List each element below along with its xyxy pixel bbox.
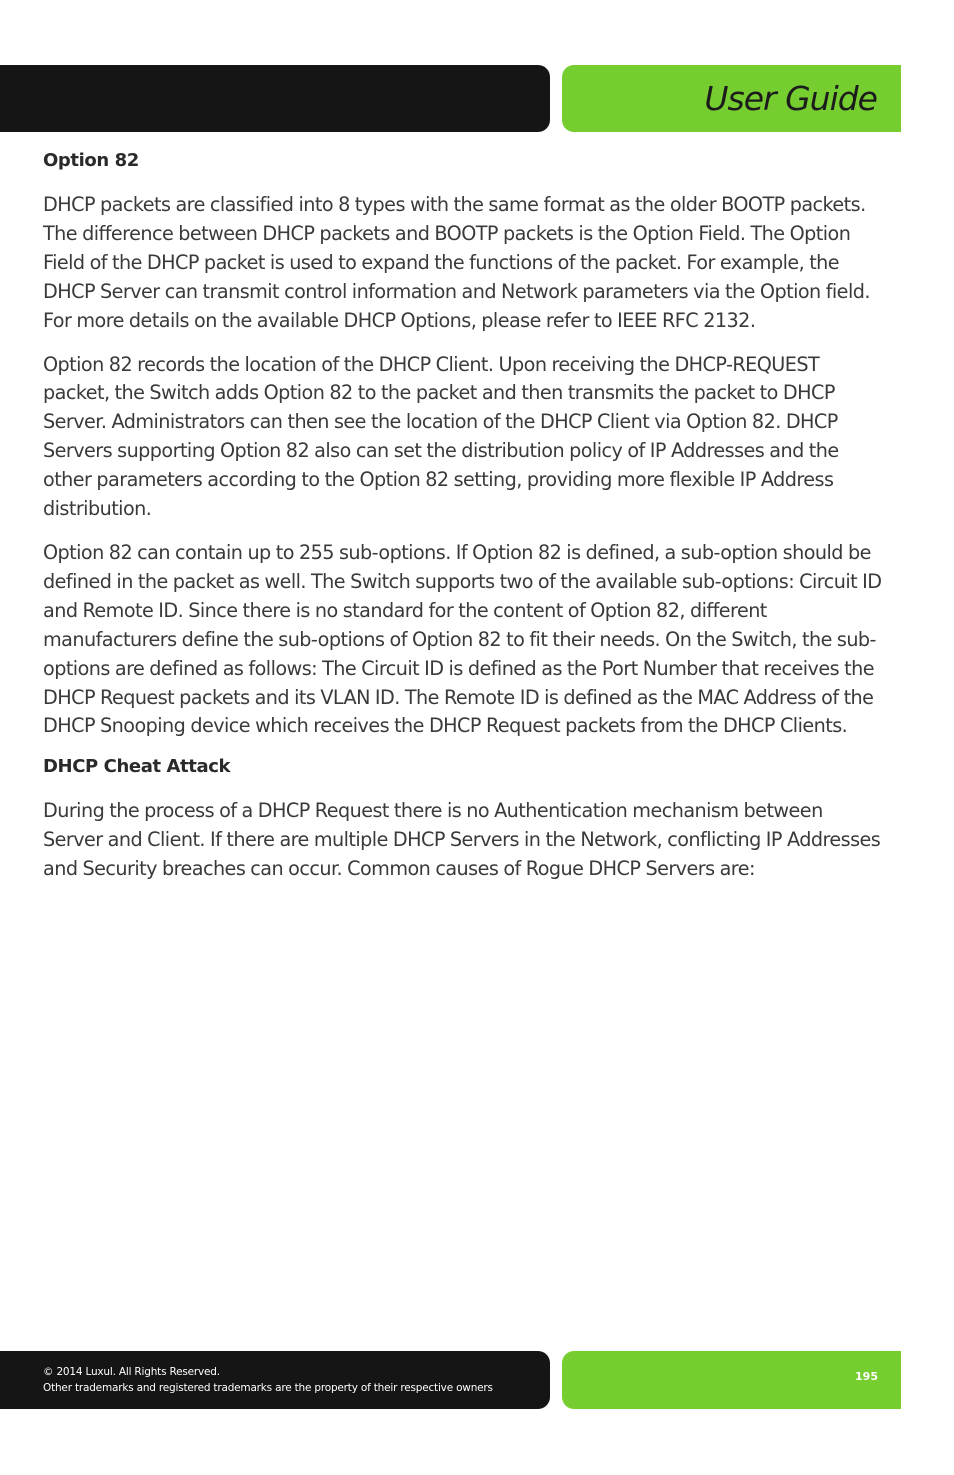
section-heading-option-82: Option 82 bbox=[43, 150, 139, 171]
paragraph: Option 82 can contain up to 255 sub-options. If Option 82 is defined, a sub-option should be defined in the packet as well. The Switch supports two of the available sub-options: Circuit ID and Remote ID. Since there is no standard for the content of Option 82, different manufacturers define the sub-options of Option 82 to fit their needs. On the Switch, the sub-options are defined as follows: The Circuit ID is defined as the Port Number that receives the DHCP Request packets and its VLAN ID. The Remote ID is defined as the MAC Address of the DHCP Snooping device which receives the DHCP Request packets from the DHCP Clients. bbox=[43, 540, 882, 738]
paragraph: Option 82 records the location of the DHCP Client. Upon receiving the DHCP-REQUEST packet, the Switch adds Option 82 to the packet and then transmits the packet to DHCP Server. Administrators can then see the location of the DHCP Client via Option 82. DHCP Servers supporting Option 82 also can set the distribution policy of IP Addresses and the other parameters according to the Option 82 setting, providing more flexible IP Address distribution. bbox=[43, 352, 839, 521]
paragraph: DHCP packets are classified into 8 types with the same format as the older BOOTP packets. The difference between DHCP packets and BOOTP packets is the Option Field. The Option Field of the DHCP packet is used to expand the functions of the packet. For example, the DHCP Server can transmit control information and Network parameters via the Option field. For more details on the available DHCP Options, please refer to IEEE RFC 2132. bbox=[43, 193, 870, 332]
footer-legal bbox=[43, 1364, 493, 1396]
header-green-bar bbox=[562, 65, 901, 132]
paragraph: During the process of a DHCP Request there is no Authentication mechanism between Server and Client. If there are multiple DHCP Servers in the Network, conflicting IP Addresses and Security breaches can occur. Common causes of Rogue DHCP Servers are: bbox=[43, 799, 881, 881]
trademark-notice: Other trademarks and registered trademarks are the property of their respective owners bbox=[43, 1382, 493, 1394]
document-title: User Guide bbox=[704, 79, 877, 118]
section-heading-dhcp-cheat-attack: DHCP Cheat Attack bbox=[43, 756, 231, 778]
page-number: 195 bbox=[855, 1370, 878, 1383]
copyright-notice: © 2014 Luxul. All Rights Reserved. bbox=[43, 1366, 220, 1378]
footer-green-bar bbox=[562, 1351, 901, 1409]
page-content bbox=[43, 150, 883, 899]
header-black-bar bbox=[0, 65, 550, 132]
footer-black-bar bbox=[0, 1351, 550, 1409]
